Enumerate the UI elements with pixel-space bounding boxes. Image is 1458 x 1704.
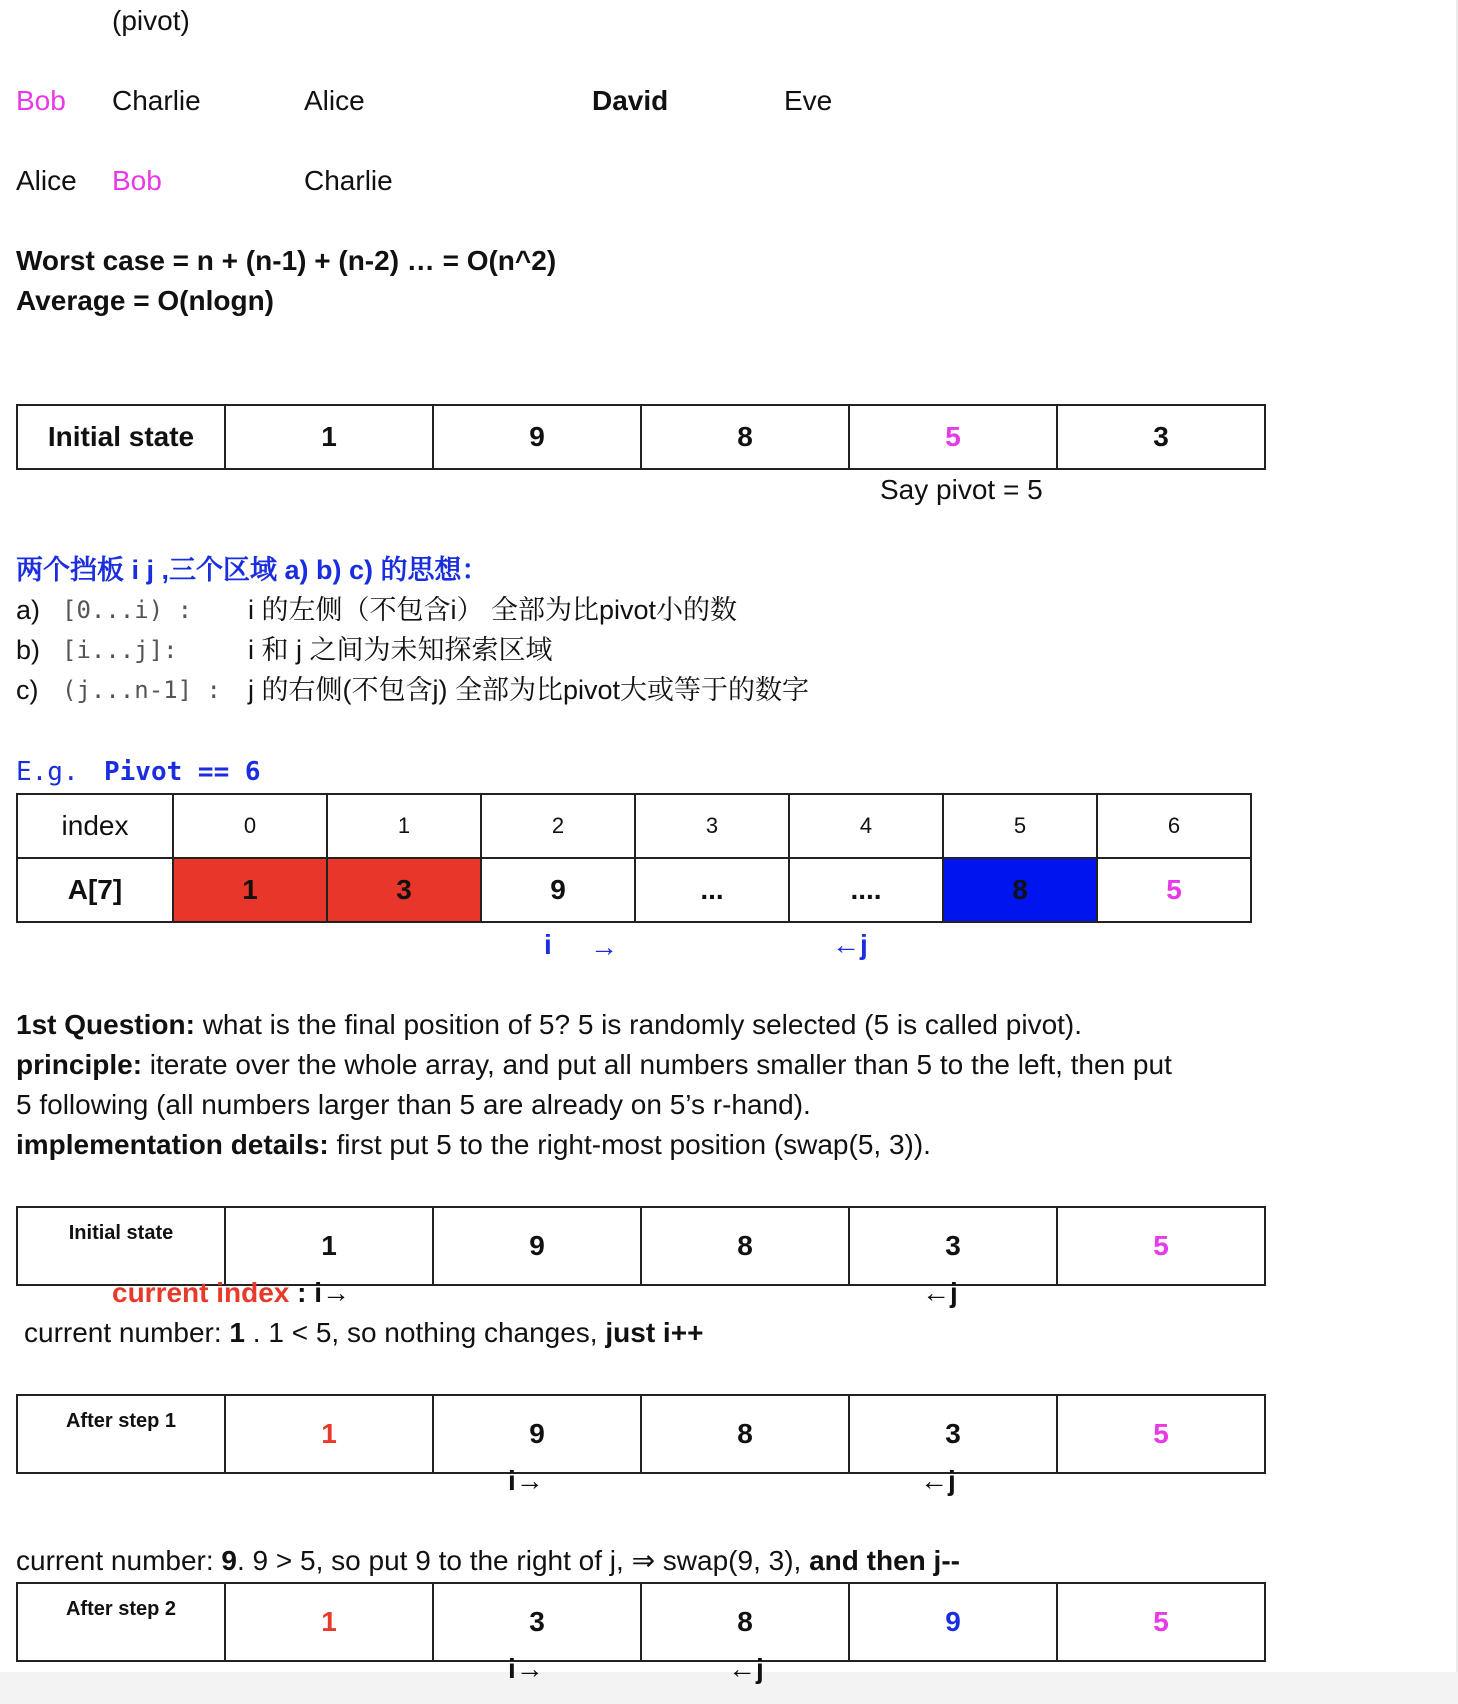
region-b-code: [i...j]: [62, 636, 178, 664]
j-marker: ←j [920, 1465, 956, 1496]
index-cell: 3 [635, 794, 789, 858]
name-alice-2: Alice [16, 165, 77, 196]
question-line [16, 1008, 1082, 1042]
note-bold: and then j-- [809, 1545, 960, 1576]
average-case: Average = O(nlogn) [16, 285, 275, 316]
note-number: 9 [221, 1545, 237, 1576]
name-eve: Eve [784, 85, 833, 116]
i-marker: i [544, 929, 552, 960]
cell: 3 [1057, 405, 1265, 469]
after-step-1-table [16, 1394, 1266, 1474]
row-label: After step 2 [17, 1583, 225, 1661]
region-b-text: i 和 j 之间为未知探索区域 [248, 635, 553, 665]
cell: 1 [225, 405, 433, 469]
cell: 9 [433, 405, 641, 469]
pivot-caption: Say pivot = 5 [880, 474, 1043, 505]
j-marker: ←j [832, 929, 868, 960]
principle-text: iterate over the whole array, and put all numbers smaller than 5 to the left, then put [142, 1049, 1172, 1080]
principle-label: principle: [16, 1049, 143, 1080]
name-charlie-2: Charlie [304, 165, 393, 196]
cell: 1 [225, 1207, 433, 1285]
current-index-marker: : i→ [289, 1277, 351, 1308]
index-label: index [17, 794, 173, 858]
current-index-line [112, 1276, 350, 1310]
cell: 3 [433, 1583, 641, 1661]
array-cell: .... [789, 858, 943, 922]
note-bold: just i++ [605, 1317, 704, 1348]
name-alice: Alice [304, 85, 365, 116]
row-label: After step 1 [17, 1395, 225, 1473]
region-a-prefix: a) [16, 595, 41, 625]
index-cell: 4 [789, 794, 943, 858]
cell: 3 [849, 1207, 1057, 1285]
initial-state-table [16, 404, 1266, 470]
region-c-code: (j...n-1] : [62, 676, 221, 704]
eg-pivot: Pivot == 6 [104, 757, 261, 787]
name-bob-2: Bob [112, 165, 162, 196]
i-marker: i→ [508, 1653, 544, 1684]
name-charlie: Charlie [112, 85, 201, 116]
current-index-label: current index [112, 1277, 290, 1308]
cell-settled: 1 [225, 1395, 433, 1473]
i-arrow: → [590, 931, 618, 962]
after-step-2-table [16, 1582, 1266, 1662]
region-c-prefix: c) [16, 675, 39, 705]
cell: 8 [641, 405, 849, 469]
principle-text-2: 5 following (all numbers larger than 5 are already on 5’s r-hand). [16, 1089, 811, 1120]
pivot-cell: 5 [849, 405, 1057, 469]
cell: 9 [433, 1207, 641, 1285]
array-cell-smaller: 1 [173, 858, 327, 922]
note-number: 1 [229, 1317, 245, 1348]
note-prefix: current number: [16, 1545, 222, 1576]
array-cell: 9 [481, 858, 635, 922]
region-c-text: j 的右侧(不包含j) 全部为比pivot大或等于的数字 [248, 675, 810, 705]
name-david: David [592, 85, 669, 116]
note-prefix: current number: [24, 1317, 230, 1348]
index-cell: 6 [1097, 794, 1251, 858]
name-bob: Bob [16, 85, 66, 116]
cell-settled: 1 [225, 1583, 433, 1661]
note-text: . 1 < 5, so nothing changes, [245, 1317, 606, 1348]
pivot-cell: 5 [1057, 1583, 1265, 1661]
pivot-cell: 5 [1057, 1395, 1265, 1473]
step2-note [16, 1544, 960, 1578]
implementation-line [16, 1128, 931, 1162]
question-text: what is the final position of 5? 5 is randomly selected (5 is called pivot). [194, 1009, 1083, 1040]
index-cell: 5 [943, 794, 1097, 858]
index-cell: 2 [481, 794, 635, 858]
row-label: Initial state [17, 1207, 225, 1285]
array-cell: ... [635, 858, 789, 922]
implementation-text: first put 5 to the right-most position (swap(5, 3)). [328, 1129, 931, 1160]
j-marker: ←j [922, 1277, 958, 1308]
j-marker: ←j [728, 1653, 764, 1684]
row-label: Initial state [17, 405, 225, 469]
array-cell-larger: 8 [943, 858, 1097, 922]
cell: 8 [641, 1395, 849, 1473]
cell: 8 [641, 1583, 849, 1661]
example-array-table [16, 793, 1252, 923]
step1-note [24, 1316, 703, 1350]
index-cell: 1 [327, 794, 481, 858]
eg-label: E.g. [16, 757, 79, 787]
pivot-cell: 5 [1057, 1207, 1265, 1285]
question-label: 1st Question: [16, 1009, 195, 1040]
i-marker: i→ [508, 1465, 544, 1496]
array-label: A[7] [17, 858, 173, 922]
cell: 9 [433, 1395, 641, 1473]
array-cell-smaller: 3 [327, 858, 481, 922]
implementation-label: implementation details: [16, 1129, 329, 1160]
chinese-heading: 两个挡板 i j ,三个区域 a) b) c) 的思想： [16, 555, 489, 585]
region-b-prefix: b) [16, 635, 41, 665]
cell: 3 [849, 1395, 1057, 1473]
array-cell-pivot: 5 [1097, 858, 1251, 922]
pivot-note: (pivot) [112, 5, 190, 36]
region-a-code: [0...i) : [62, 596, 193, 624]
principle-line [16, 1048, 1172, 1082]
region-a-text: i 的左侧（不包含i） 全部为比pivot小的数 [248, 595, 738, 625]
index-cell: 0 [173, 794, 327, 858]
worst-case: Worst case = n + (n-1) + (n-2) … = O(n^2) [16, 245, 557, 276]
cell: 8 [641, 1207, 849, 1285]
initial-state-table-2 [16, 1206, 1266, 1286]
note-text: . 9 > 5, so put 9 to the right of j, ⇒ swap(9, 3), [237, 1545, 810, 1576]
cell-swapped: 9 [849, 1583, 1057, 1661]
